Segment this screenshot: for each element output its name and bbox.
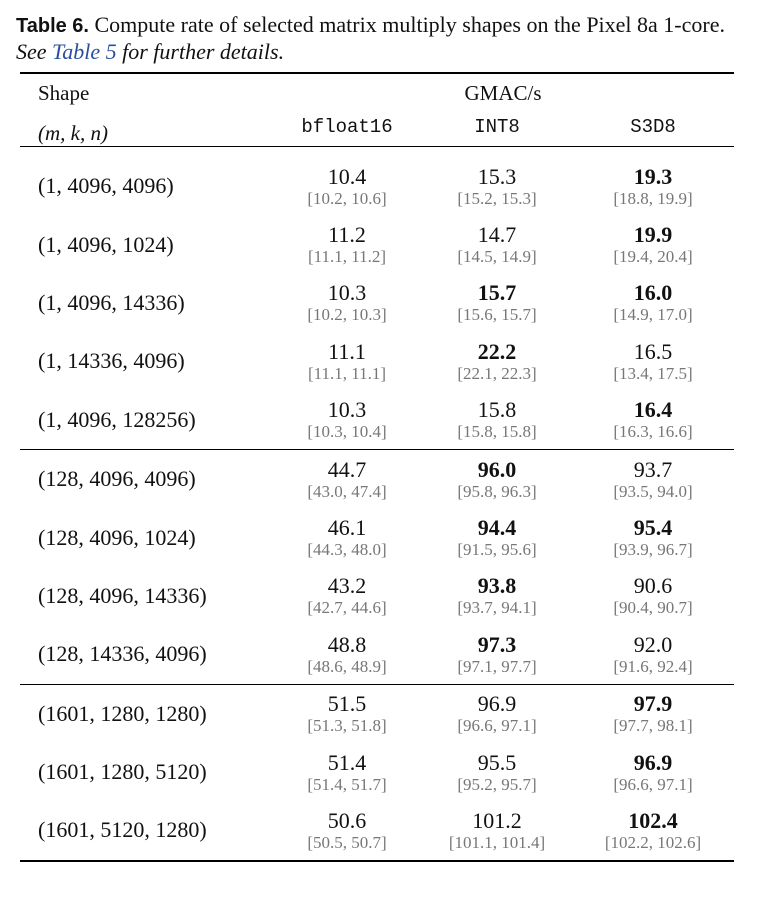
cell-value: 16.5: [633, 338, 673, 364]
cell-interval: [14.9, 17.0]: [613, 305, 693, 325]
cell-value: 97.3: [477, 631, 517, 657]
table-caption: [16, 12, 746, 65]
shape-cell: (128, 14336, 4096): [38, 641, 207, 667]
cell-bfloat16: [272, 274, 422, 332]
cell-value: 97.9: [633, 691, 673, 717]
cell-interval: [96.6, 97.1]: [613, 774, 693, 794]
cell-value: 43.2: [327, 573, 367, 599]
shape-cell: (1, 4096, 4096): [38, 173, 174, 199]
table-row: [20, 801, 734, 860]
cell-s3d8: [572, 332, 734, 390]
cell-value: 101.2: [472, 807, 522, 833]
cell-interval: [10.2, 10.6]: [307, 188, 387, 208]
header-gmac: GMAC/s: [272, 73, 734, 106]
cell-interval: [16.3, 16.6]: [613, 422, 693, 442]
row-group-1: [20, 147, 734, 450]
header-shape: Shape: [20, 73, 272, 106]
cell-interval: [10.2, 10.3]: [307, 305, 387, 325]
header-col-s3d8: S3D8: [572, 106, 734, 147]
cell-bfloat16: [272, 215, 422, 273]
table-row: [20, 684, 734, 743]
cell-interval: [48.6, 48.9]: [307, 656, 387, 676]
cell-interval: [10.3, 10.4]: [307, 422, 387, 442]
cell-value: 92.0: [633, 631, 673, 657]
cell-interval: [95.2, 95.7]: [457, 774, 537, 794]
shape-cell: (1, 4096, 128256): [38, 406, 196, 432]
cell-value: 46.1: [327, 515, 367, 541]
cell-bfloat16: [272, 801, 422, 860]
cell-value: 94.4: [477, 515, 517, 541]
shape-cell: (1601, 1280, 1280): [20, 684, 272, 743]
cell-int8: [422, 743, 572, 801]
header-col-bfloat16: bfloat16: [272, 106, 422, 147]
cell-value: 95.4: [633, 515, 673, 541]
cell-value: 15.3: [477, 163, 517, 189]
cell-value: 10.3: [327, 280, 367, 306]
cell-s3d8: [572, 801, 734, 860]
cell-value: 93.7: [633, 456, 673, 482]
cell-interval: [44.3, 48.0]: [307, 540, 387, 560]
shape-cell: (1, 14336, 4096): [38, 348, 185, 374]
cell-interval: [11.1, 11.2]: [307, 247, 387, 267]
cell-interval: [22.1, 22.3]: [457, 363, 537, 383]
table-row: [20, 743, 734, 801]
cell-value: 51.4: [327, 749, 367, 775]
table-row: [20, 391, 734, 450]
cell-interval: [11.1, 11.1]: [307, 363, 387, 383]
shape-cell: (128, 4096, 4096): [20, 449, 272, 508]
table-row: [20, 147, 734, 216]
cell-interval: [51.3, 51.8]: [307, 716, 387, 736]
cell-value: 16.4: [633, 397, 673, 423]
row-group-3: [20, 684, 734, 861]
table-header: [20, 73, 734, 147]
cell-value: 15.8: [477, 397, 517, 423]
caption-label: Table 6.: [16, 15, 89, 37]
caption-italic-post: for further details.: [116, 39, 285, 64]
cell-int8: [422, 625, 572, 684]
cell-value: 96.9: [477, 691, 517, 717]
caption-text: Compute rate of selected matrix multiply shapes on the Pixel 8a 1-core.: [89, 12, 725, 37]
cell-interval: [90.4, 90.7]: [613, 598, 693, 618]
cell-s3d8: [572, 508, 734, 566]
results-table: [20, 72, 734, 862]
shape-cell: (128, 4096, 14336): [38, 582, 207, 608]
cell-interval: [93.5, 94.0]: [613, 481, 693, 501]
cell-s3d8: [572, 684, 734, 743]
cell-interval: [18.8, 19.9]: [613, 188, 693, 208]
cell-interval: [96.6, 97.1]: [457, 716, 537, 736]
cell-interval: [97.7, 98.1]: [613, 716, 693, 736]
header-shape-dims: (m, k, n): [20, 106, 272, 147]
cell-s3d8: [572, 449, 734, 508]
shape-cell: (128, 4096, 1024): [38, 524, 196, 550]
table-row: [20, 508, 734, 566]
cell-value: 44.7: [327, 456, 367, 482]
cell-value: 10.3: [327, 397, 367, 423]
cell-int8: [422, 332, 572, 390]
table-row: [20, 274, 734, 332]
cell-interval: [15.2, 15.3]: [457, 188, 537, 208]
cell-value: 96.0: [477, 456, 517, 482]
cell-value: 50.6: [327, 807, 367, 833]
shape-cell: (1, 4096, 14336): [38, 289, 185, 315]
cell-interval: [13.4, 17.5]: [613, 363, 693, 383]
cell-interval: [101.1, 101.4]: [448, 832, 546, 852]
cell-int8: [422, 274, 572, 332]
cell-interval: [102.2, 102.6]: [604, 832, 702, 852]
cell-int8: [422, 147, 572, 216]
cell-bfloat16: [272, 743, 422, 801]
table-row: [20, 625, 734, 684]
cell-s3d8: [572, 567, 734, 625]
cell-interval: [15.8, 15.8]: [457, 422, 537, 442]
cell-value: 15.7: [477, 280, 517, 306]
cell-value: 93.8: [477, 573, 517, 599]
header-col-int8: INT8: [422, 106, 572, 147]
table-row: [20, 215, 734, 273]
cell-value: 51.5: [327, 691, 367, 717]
cell-value: 90.6: [633, 573, 673, 599]
cell-int8: [422, 801, 572, 860]
cell-int8: [422, 684, 572, 743]
cell-value: 19.9: [633, 222, 673, 248]
cell-value: 102.4: [628, 807, 678, 833]
cell-value: 48.8: [327, 631, 367, 657]
cell-interval: [42.7, 44.6]: [307, 598, 387, 618]
cell-s3d8: [572, 215, 734, 273]
cell-int8: [422, 508, 572, 566]
shape-cell: (1, 4096, 1024): [38, 231, 174, 257]
cell-value: 19.3: [633, 163, 673, 189]
cell-interval: [95.8, 96.3]: [457, 481, 537, 501]
cell-value: 11.2: [328, 222, 366, 248]
cell-value: 95.5: [477, 749, 517, 775]
cell-value: 22.2: [477, 338, 517, 364]
cell-interval: [91.6, 92.4]: [613, 656, 693, 676]
table-row: [20, 449, 734, 508]
caption-table-link[interactable]: Table 5: [52, 39, 117, 64]
table-row: [20, 567, 734, 625]
caption-italic-pre: See: [16, 39, 53, 64]
cell-value: 11.1: [328, 338, 366, 364]
cell-interval: [93.9, 96.7]: [613, 540, 693, 560]
cell-int8: [422, 215, 572, 273]
cell-bfloat16: [272, 332, 422, 390]
cell-interval: [43.0, 47.4]: [307, 481, 387, 501]
table-row: [20, 332, 734, 390]
cell-s3d8: [572, 274, 734, 332]
cell-interval: [15.6, 15.7]: [457, 305, 537, 325]
cell-s3d8: [572, 147, 734, 216]
row-group-2: [20, 449, 734, 684]
cell-s3d8: [572, 391, 734, 450]
cell-interval: [50.5, 50.7]: [307, 832, 387, 852]
cell-interval: [97.1, 97.7]: [457, 656, 537, 676]
cell-bfloat16: [272, 625, 422, 684]
cell-s3d8: [572, 625, 734, 684]
shape-cell: (1601, 1280, 5120): [38, 759, 207, 785]
cell-bfloat16: [272, 508, 422, 566]
shape-cell: (1601, 5120, 1280): [20, 801, 272, 860]
cell-interval: [14.5, 14.9]: [457, 247, 537, 267]
cell-value: 16.0: [633, 280, 673, 306]
cell-bfloat16: [272, 391, 422, 450]
cell-value: 14.7: [477, 222, 517, 248]
cell-s3d8: [572, 743, 734, 801]
cell-interval: [19.4, 20.4]: [613, 247, 693, 267]
cell-value: 96.9: [633, 749, 673, 775]
cell-int8: [422, 391, 572, 450]
cell-interval: [51.4, 51.7]: [307, 774, 387, 794]
cell-bfloat16: [272, 684, 422, 743]
cell-int8: [422, 449, 572, 508]
cell-interval: [91.5, 95.6]: [457, 540, 537, 560]
cell-interval: [93.7, 94.1]: [457, 598, 537, 618]
cell-value: 10.4: [327, 163, 367, 189]
cell-bfloat16: [272, 449, 422, 508]
cell-bfloat16: [272, 567, 422, 625]
cell-bfloat16: [272, 147, 422, 216]
cell-int8: [422, 567, 572, 625]
